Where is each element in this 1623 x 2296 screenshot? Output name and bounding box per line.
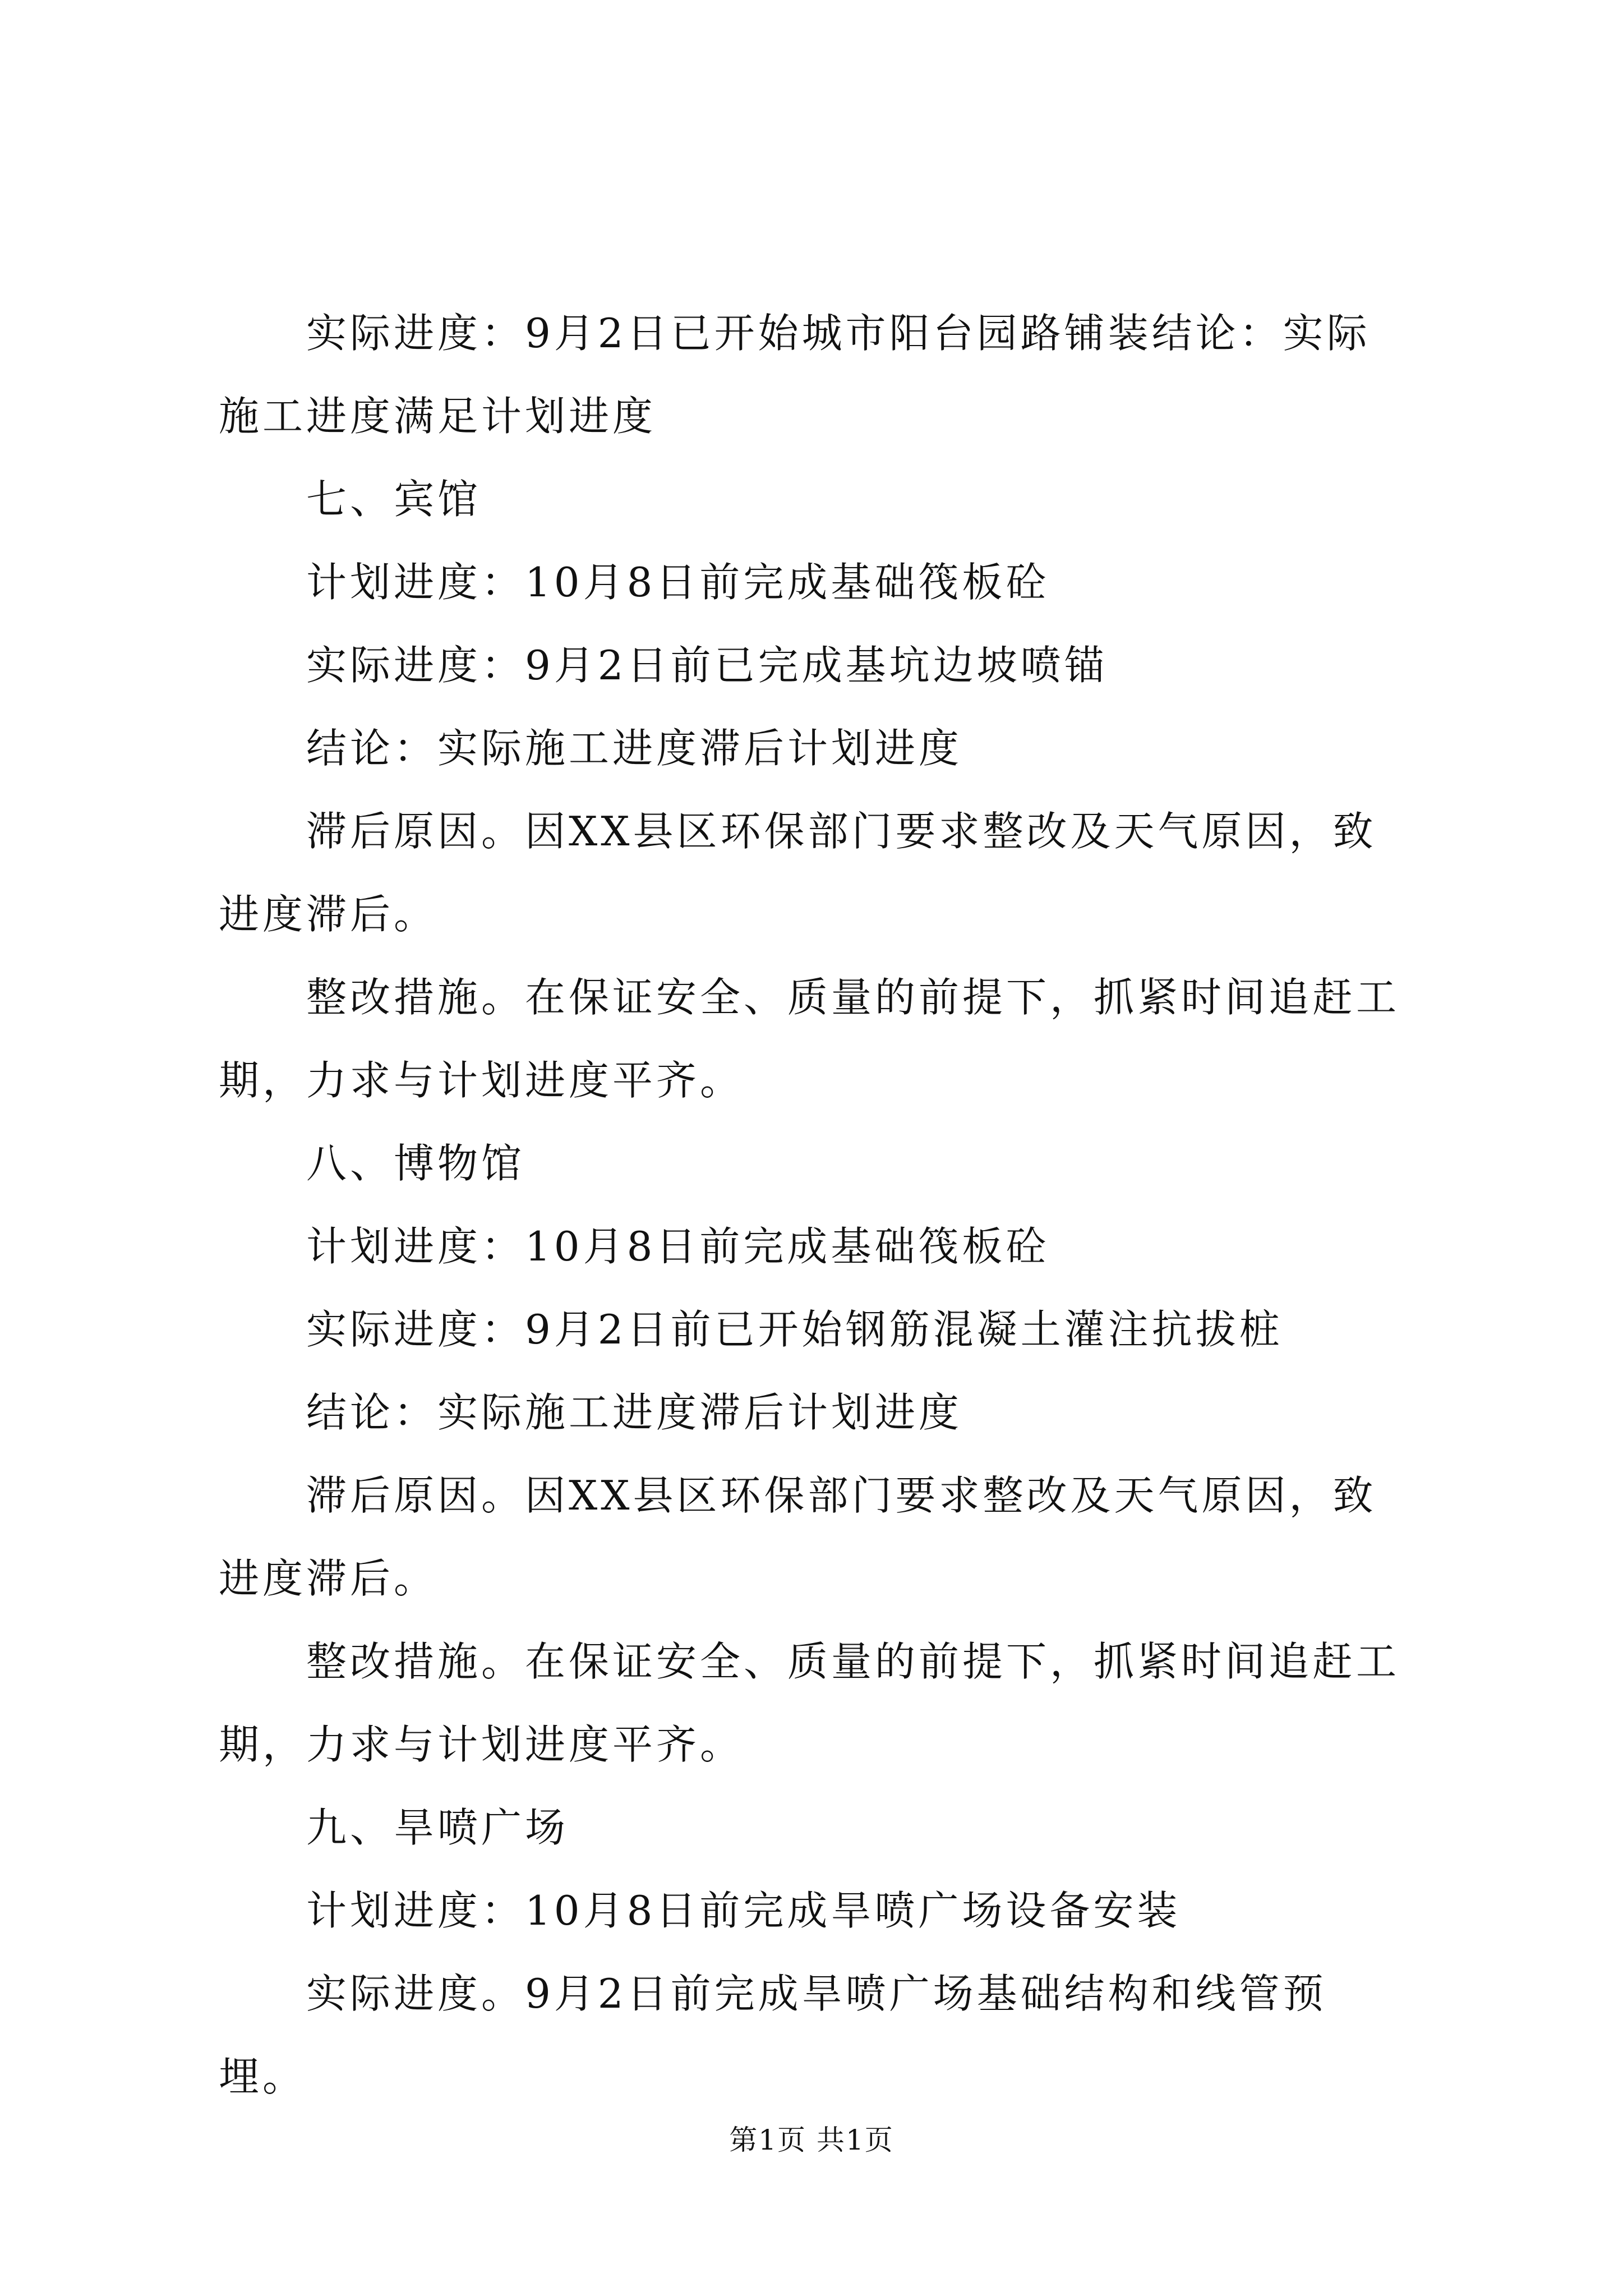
- paragraph: 计划进度：10月8日前完成旱喷广场设备安装: [306, 1887, 1181, 1934]
- paragraph: 滞后原因。因XX县区环保部门要求整改及天气原因，致进度滞后。: [219, 1472, 1377, 1602]
- paragraph: 计划进度：10月8日前完成基础筏板砼: [306, 1223, 1050, 1270]
- section-heading: 八、博物馆: [306, 1140, 525, 1187]
- paragraph: 整改措施。在保证安全、质量的前提下，抓紧时间追赶工期，力求与计划进度平齐。: [219, 1638, 1400, 1768]
- paragraph: 实际进度：9月2日已开始城市阳台园路铺装结论：实际施工进度满足计划进度: [219, 310, 1371, 440]
- paragraph: 结论：实际施工进度滞后计划进度: [306, 725, 963, 772]
- document-body: [219, 292, 1413, 2118]
- section-heading: 七、宾馆: [306, 476, 482, 523]
- paragraph: 结论：实际施工进度滞后计划进度: [306, 1389, 963, 1436]
- page-footer: 第1页 共1页: [729, 2124, 894, 2156]
- paragraph: 整改措施。在保证安全、质量的前提下，抓紧时间追赶工期，力求与计划进度平齐。: [219, 974, 1400, 1104]
- paragraph: 实际进度：9月2日前已完成基坑边坡喷锚: [306, 642, 1108, 689]
- section-heading: 九、旱喷广场: [306, 1804, 569, 1851]
- paragraph: 实际进度。9月2日前完成旱喷广场基础结构和线管预埋。: [219, 1970, 1327, 2100]
- paragraph: 滞后原因。因XX县区环保部门要求整改及天气原因，致进度滞后。: [219, 808, 1377, 938]
- paragraph: 计划进度：10月8日前完成基础筏板砼: [306, 559, 1050, 606]
- paragraph: 实际进度：9月2日前已开始钢筋混凝土灌注抗拔桩: [306, 1306, 1283, 1353]
